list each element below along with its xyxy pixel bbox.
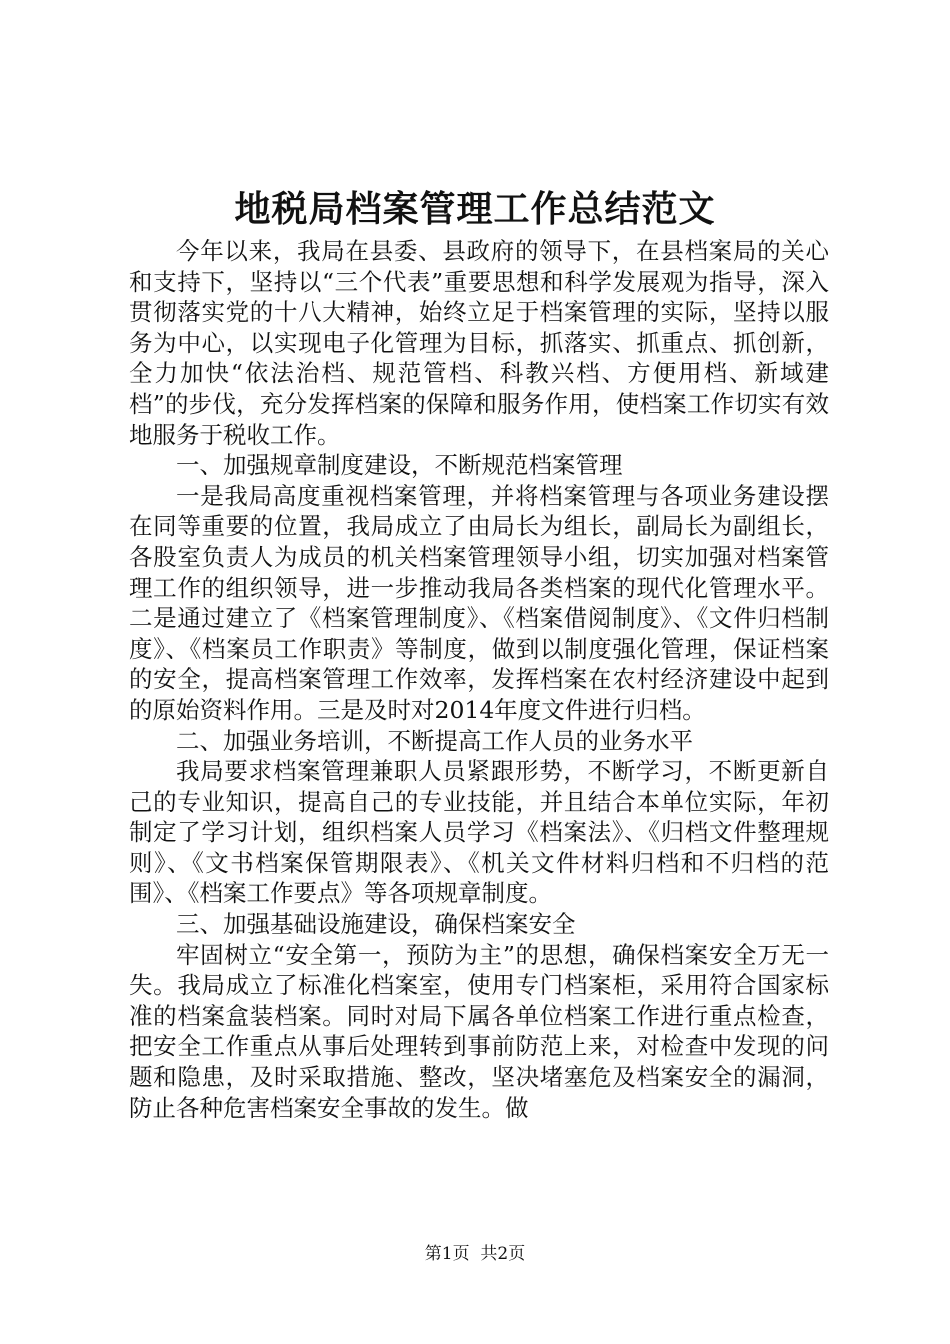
- document-body: [129, 236, 829, 1123]
- document-title: 地税局档案管理工作总结范文: [234, 188, 716, 230]
- section-3-paragraph: 牢固树立“安全第一，预防为主”的思想，确保档案安全万无一失。我局成立了标准化档案室，使用专门档案柜，采用符合国家标准的档案盒装档案。同时对局下属各单位档案工作进行重点检查，把安全工作重点从事后处理转到事前防范上来，对检查中发现的问题和隐患，及时采取措施、整改，坚决堵塞危及档案安全的漏洞，防止各种危害档案安全事故的发生。做: [129, 940, 829, 1122]
- section-heading-2: 二、加强业务培训，不断提高工作人员的业务水平: [176, 726, 693, 755]
- section-2-paragraph: 我局要求档案管理兼职人员紧跟形势，不断学习，不断更新自己的专业知识，提高自己的专业技能，并且结合本单位实际，年初制定了学习计划，组织档案人员学习《档案法》、《归档文件整理规则》、《文书档案保管期限表》、《机关文件材料归档和不归档的范围》、《档案工作要点》等各项规章制度。: [129, 757, 829, 908]
- section-heading-3: 三、加强基础设施建设，确保档案安全: [176, 910, 576, 939]
- section-heading-1: 一、加强规章制度建设，不断规范档案管理: [176, 451, 623, 480]
- page-number-footer: 第1页 共2页: [424, 1244, 526, 1264]
- section-1-paragraph: 一是我局高度重视档案管理，并将档案管理与各项业务建设摆在同等重要的位置，我局成立了由局长为组长，副局长为副组长，各股室负责人为成员的机关档案管理领导小组，切实加强对档案管理工作的组织领导，进一步推动我局各类档案的现代化管理水平。二是通过建立了《档案管理制度》、《档案借阅制度》、《文件归档制度》、《档案员工作职责》等制度，做到以制度强化管理，保证档案的安全，提高档案管理工作效率，发挥档案在农村经济建设中起到的原始资料作用。三是及时对2014年度文件进行归档。: [129, 481, 829, 724]
- intro-paragraph: 今年以来，我局在县委、县政府的领导下，在县档案局的关心和支持下，坚持以“三个代表”重要思想和科学发展观为指导，深入贯彻落实党的十八大精神，始终立足于档案管理的实际，坚持以服务为中心，以实现电子化管理为目标，抓落实、抓重点、抓创新，全力加快“依法治档、规范管档、科教兴档、方便用档、新域建档”的步伐，充分发挥档案的保障和服务作用，使档案工作切实有效地服务于税收工作。: [129, 237, 829, 449]
